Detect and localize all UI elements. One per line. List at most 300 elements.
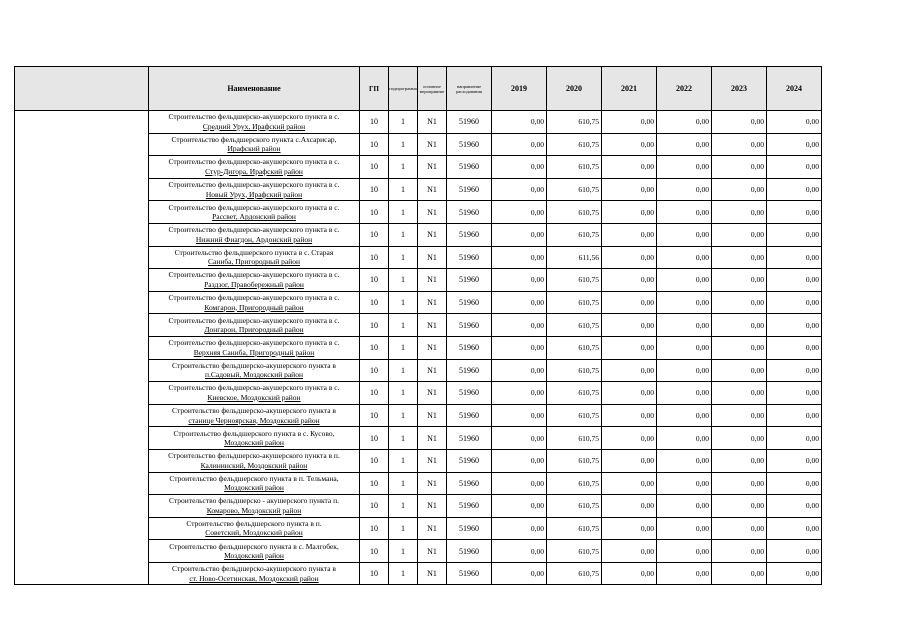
row-name-line-1: Строительство фельдшерского пункта с.Ахсарисар,	[171, 134, 337, 144]
row-basis: N1	[418, 223, 447, 246]
row-year-value: 0,00	[767, 495, 822, 518]
row-name-line-1: Строительство фельдшерско-акушерского пункта в с.	[168, 383, 340, 393]
row-name-line-2: Саниба, Пригородный район	[208, 257, 300, 267]
row-gp: 10	[360, 359, 389, 382]
row-year-value: 0,00	[492, 314, 547, 337]
row-year-value: 0,00	[712, 540, 767, 563]
row-name-line-1: Строительство фельдшерско-акушерского пункта в	[172, 360, 336, 370]
table-row	[15, 540, 822, 563]
row-direction: 51960	[447, 427, 492, 450]
row-basis: N1	[418, 427, 447, 450]
row-year-value: 0,00	[602, 111, 657, 134]
table-row	[15, 246, 822, 269]
row-year-value: 0,00	[492, 201, 547, 224]
row-year-value: 0,00	[657, 269, 712, 292]
row-basis: N1	[418, 111, 447, 134]
row-name-line-2: Киевское, Моздокский район	[207, 392, 301, 402]
row-direction: 51960	[447, 246, 492, 269]
row-blank-cell	[15, 314, 149, 337]
row-direction: 51960	[447, 449, 492, 472]
header-basis: основное мероприятие	[418, 67, 447, 111]
row-gp: 10	[360, 540, 389, 563]
table-row	[15, 404, 822, 427]
row-basis: N1	[418, 291, 447, 314]
row-subprogram: 1	[389, 178, 418, 201]
row-blank-cell	[15, 449, 149, 472]
row-subprogram: 1	[389, 133, 418, 156]
row-year-value: 0,00	[492, 111, 547, 134]
row-gp: 10	[360, 404, 389, 427]
row-year-value: 610,75	[547, 336, 602, 359]
row-year-value: 0,00	[767, 404, 822, 427]
row-year-value: 610,75	[547, 156, 602, 179]
row-name-cell	[149, 404, 360, 427]
row-name-cell	[149, 269, 360, 292]
row-year-value: 0,00	[767, 427, 822, 450]
table-row	[15, 427, 822, 450]
row-year-value: 0,00	[602, 449, 657, 472]
row-subprogram: 1	[389, 404, 418, 427]
row-name-line-1: Строительство фельдшерско-акушерского пункта в с.	[168, 315, 340, 325]
row-year-value: 0,00	[712, 517, 767, 540]
row-year-value: 611,56	[547, 246, 602, 269]
table-row	[15, 472, 822, 495]
row-name-cell	[149, 359, 360, 382]
table-row	[15, 156, 822, 179]
row-year-value: 0,00	[492, 359, 547, 382]
row-year-value: 0,00	[657, 495, 712, 518]
row-year-value: 610,75	[547, 540, 602, 563]
row-year-value: 0,00	[492, 404, 547, 427]
row-name-line-1: Строительство фельдшерско-акушерского пункта в	[172, 564, 336, 574]
header-year: 2022	[657, 67, 712, 111]
row-year-value: 0,00	[492, 133, 547, 156]
row-name-line-1: Строительство фельдшерского пункта в с. Кусово,	[173, 428, 335, 438]
row-name-line-1: Строительство фельдшерско-акушерского пункта в с.	[168, 270, 340, 280]
row-blank-cell	[15, 133, 149, 156]
row-year-value: 0,00	[712, 133, 767, 156]
row-subprogram: 1	[389, 427, 418, 450]
row-basis: N1	[418, 404, 447, 427]
row-direction: 51960	[447, 269, 492, 292]
row-blank-cell	[15, 472, 149, 495]
row-blank-cell	[15, 427, 149, 450]
row-year-value: 0,00	[767, 111, 822, 134]
row-name-cell	[149, 427, 360, 450]
table-row	[15, 359, 822, 382]
row-year-value: 0,00	[712, 359, 767, 382]
row-year-value: 0,00	[767, 449, 822, 472]
row-basis: N1	[418, 472, 447, 495]
row-year-value: 0,00	[657, 562, 712, 585]
row-year-value: 610,75	[547, 269, 602, 292]
table-row	[15, 133, 822, 156]
row-year-value: 0,00	[712, 427, 767, 450]
row-year-value: 0,00	[767, 246, 822, 269]
row-year-value: 610,75	[547, 314, 602, 337]
budget-table-sheet	[14, 66, 822, 585]
row-year-value: 0,00	[712, 156, 767, 179]
row-name-line-1: Строительство фельдшерско-акушерского пункта в с.	[168, 202, 340, 212]
row-basis: N1	[418, 359, 447, 382]
row-subprogram: 1	[389, 156, 418, 179]
row-name-cell	[149, 495, 360, 518]
row-subprogram: 1	[389, 449, 418, 472]
table-row	[15, 111, 822, 134]
header-year: 2019	[492, 67, 547, 111]
row-gp: 10	[360, 111, 389, 134]
row-year-value: 0,00	[492, 223, 547, 246]
header-blank-cell	[15, 67, 149, 111]
row-year-value: 0,00	[657, 427, 712, 450]
row-year-value: 0,00	[602, 404, 657, 427]
row-name-cell	[149, 201, 360, 224]
row-year-value: 0,00	[712, 111, 767, 134]
row-direction: 51960	[447, 156, 492, 179]
row-year-value: 610,75	[547, 359, 602, 382]
row-name-line-2: Стур-Дигора, Ирафский район	[205, 166, 303, 176]
row-basis: N1	[418, 156, 447, 179]
table-row	[15, 562, 822, 585]
row-gp: 10	[360, 427, 389, 450]
row-name-line-1: Строительство фельдшерского пункта в п.	[186, 518, 322, 528]
row-year-value: 0,00	[602, 336, 657, 359]
row-name-cell	[149, 540, 360, 563]
row-basis: N1	[418, 178, 447, 201]
row-year-value: 610,75	[547, 449, 602, 472]
row-year-value: 610,75	[547, 382, 602, 405]
table-row	[15, 336, 822, 359]
table-row	[15, 269, 822, 292]
row-year-value: 0,00	[492, 291, 547, 314]
row-year-value: 0,00	[712, 178, 767, 201]
header-row	[15, 67, 822, 111]
row-basis: N1	[418, 382, 447, 405]
row-year-value: 0,00	[657, 472, 712, 495]
row-blank-cell	[15, 156, 149, 179]
row-direction: 51960	[447, 404, 492, 427]
row-year-value: 610,75	[547, 495, 602, 518]
row-year-value: 0,00	[492, 156, 547, 179]
row-year-value: 0,00	[767, 472, 822, 495]
row-year-value: 0,00	[767, 291, 822, 314]
row-name-cell	[149, 472, 360, 495]
row-name-line-2: Комарово, Моздокский район	[206, 505, 302, 515]
row-name-cell	[149, 562, 360, 585]
row-year-value: 0,00	[602, 223, 657, 246]
row-year-value: 0,00	[767, 562, 822, 585]
row-name-line-2: Ирафский район	[227, 144, 281, 154]
table-row	[15, 178, 822, 201]
header-name: Наименование	[149, 67, 360, 111]
row-direction: 51960	[447, 314, 492, 337]
row-year-value: 0,00	[602, 359, 657, 382]
row-year-value: 0,00	[657, 201, 712, 224]
row-name-line-1: Строительство фельдшерского пункта в с. Старая	[174, 247, 334, 257]
row-year-value: 0,00	[767, 336, 822, 359]
row-year-value: 0,00	[712, 246, 767, 269]
row-year-value: 0,00	[492, 269, 547, 292]
row-basis: N1	[418, 562, 447, 585]
row-year-value: 0,00	[492, 336, 547, 359]
row-subprogram: 1	[389, 246, 418, 269]
row-year-value: 0,00	[602, 201, 657, 224]
row-year-value: 0,00	[767, 517, 822, 540]
row-name-line-2: Раздзог, Правобережный район	[204, 279, 304, 289]
row-direction: 51960	[447, 495, 492, 518]
row-year-value: 0,00	[492, 540, 547, 563]
row-name-cell	[149, 133, 360, 156]
row-gp: 10	[360, 495, 389, 518]
row-direction: 51960	[447, 201, 492, 224]
row-name-line-2: Советский, Моздокский район	[205, 528, 303, 538]
row-year-value: 0,00	[657, 336, 712, 359]
row-year-value: 0,00	[657, 382, 712, 405]
row-name-line-1: Строительство фельдшерско-акушерского пункта в с.	[168, 293, 340, 303]
row-name-line-2: ст. Ново-Осетинская, Моздокский район	[189, 573, 319, 583]
row-year-value: 0,00	[657, 404, 712, 427]
row-year-value: 0,00	[712, 472, 767, 495]
row-blank-cell	[15, 382, 149, 405]
row-gp: 10	[360, 201, 389, 224]
row-subprogram: 1	[389, 291, 418, 314]
row-name-cell	[149, 246, 360, 269]
row-name-line-2: Нижний Фиагдон, Ардонский район	[195, 234, 313, 244]
row-year-value: 0,00	[657, 156, 712, 179]
row-year-value: 0,00	[602, 133, 657, 156]
row-subprogram: 1	[389, 314, 418, 337]
row-name-line-2: Донгарон, Пригородный район	[204, 325, 304, 335]
table-row	[15, 449, 822, 472]
row-year-value: 0,00	[657, 540, 712, 563]
row-gp: 10	[360, 336, 389, 359]
row-year-value: 610,75	[547, 223, 602, 246]
row-blank-cell	[15, 517, 149, 540]
row-year-value: 610,75	[547, 178, 602, 201]
row-year-value: 0,00	[602, 291, 657, 314]
row-name-line-1: Строительство фельдшерско-акушерского пункта в с.	[168, 225, 340, 235]
row-gp: 10	[360, 382, 389, 405]
row-year-value: 0,00	[602, 178, 657, 201]
row-year-value: 0,00	[712, 382, 767, 405]
row-year-value: 0,00	[767, 223, 822, 246]
row-year-value: 0,00	[657, 449, 712, 472]
row-year-value: 610,75	[547, 201, 602, 224]
row-name-cell	[149, 517, 360, 540]
row-name-line-1: Строительство фельдшерского пункта в с. Малгобек,	[169, 541, 339, 551]
row-year-value: 0,00	[657, 314, 712, 337]
row-gp: 10	[360, 156, 389, 179]
row-year-value: 0,00	[712, 291, 767, 314]
row-gp: 10	[360, 178, 389, 201]
row-year-value: 0,00	[602, 246, 657, 269]
row-subprogram: 1	[389, 382, 418, 405]
row-year-value: 0,00	[602, 495, 657, 518]
row-year-value: 0,00	[602, 314, 657, 337]
row-basis: N1	[418, 336, 447, 359]
row-basis: N1	[418, 246, 447, 269]
budget-table	[14, 66, 822, 585]
row-year-value: 0,00	[492, 382, 547, 405]
row-name-line-2: Рассвет, Ардонский район	[212, 212, 296, 222]
row-year-value: 0,00	[712, 336, 767, 359]
row-name-line-2: Моздокский район	[224, 438, 284, 448]
row-subprogram: 1	[389, 336, 418, 359]
row-gp: 10	[360, 517, 389, 540]
row-year-value: 0,00	[657, 178, 712, 201]
row-gp: 10	[360, 314, 389, 337]
row-year-value: 0,00	[657, 246, 712, 269]
row-blank-cell	[15, 562, 149, 585]
row-basis: N1	[418, 201, 447, 224]
row-year-value: 0,00	[712, 449, 767, 472]
row-year-value: 0,00	[767, 359, 822, 382]
row-subprogram: 1	[389, 517, 418, 540]
row-year-value: 0,00	[492, 427, 547, 450]
row-gp: 10	[360, 291, 389, 314]
row-name-line-1: Строительство фельдшерско-акушерского пункта в	[172, 406, 336, 416]
row-year-value: 0,00	[712, 562, 767, 585]
row-direction: 51960	[447, 336, 492, 359]
row-name-cell	[149, 449, 360, 472]
row-year-value: 0,00	[657, 291, 712, 314]
row-year-value: 0,00	[602, 382, 657, 405]
row-year-value: 0,00	[712, 201, 767, 224]
table-row	[15, 223, 822, 246]
row-year-value: 0,00	[712, 223, 767, 246]
row-name-cell	[149, 314, 360, 337]
row-year-value: 0,00	[657, 133, 712, 156]
row-year-value: 610,75	[547, 291, 602, 314]
header-year: 2021	[602, 67, 657, 111]
header-year: 2024	[767, 67, 822, 111]
row-year-value: 0,00	[767, 540, 822, 563]
row-year-value: 0,00	[602, 562, 657, 585]
row-name-cell	[149, 223, 360, 246]
table-body	[15, 111, 822, 585]
row-basis: N1	[418, 449, 447, 472]
row-year-value: 610,75	[547, 427, 602, 450]
row-name-cell	[149, 178, 360, 201]
row-name-line-2: станице Черноярская, Моздокский район	[188, 415, 320, 425]
row-direction: 51960	[447, 291, 492, 314]
row-name-line-1: Строительство фельдшерско-акушерского пункта в с.	[168, 112, 340, 122]
row-name-cell	[149, 382, 360, 405]
row-name-line-1: Строительство фельдшерско-акушерского пункта в п.	[168, 451, 340, 461]
row-basis: N1	[418, 495, 447, 518]
row-blank-cell	[15, 111, 149, 134]
row-basis: N1	[418, 517, 447, 540]
row-year-value: 0,00	[492, 246, 547, 269]
table-row	[15, 517, 822, 540]
row-name-cell	[149, 156, 360, 179]
row-blank-cell	[15, 495, 149, 518]
row-year-value: 0,00	[712, 404, 767, 427]
row-name-line-1: Строительство фельдшерско-акушерского пункта в с.	[168, 157, 340, 167]
row-gp: 10	[360, 246, 389, 269]
row-year-value: 0,00	[767, 178, 822, 201]
row-name-line-2: Комгарон, Пригородный район	[204, 302, 304, 312]
row-year-value: 610,75	[547, 133, 602, 156]
row-year-value: 0,00	[767, 314, 822, 337]
table-row	[15, 382, 822, 405]
row-direction: 51960	[447, 359, 492, 382]
row-name-line-2: Верхняя Саниба, Пригородный район	[193, 347, 315, 357]
table-row	[15, 201, 822, 224]
row-blank-cell	[15, 359, 149, 382]
row-subprogram: 1	[389, 111, 418, 134]
row-name-line-2: Моздокский район	[224, 483, 284, 493]
row-blank-cell	[15, 540, 149, 563]
row-year-value: 0,00	[712, 314, 767, 337]
row-name-line-2: Новый Урух, Ирафский район	[205, 189, 303, 199]
row-blank-cell	[15, 404, 149, 427]
row-direction: 51960	[447, 223, 492, 246]
row-year-value: 610,75	[547, 562, 602, 585]
header-year: 2020	[547, 67, 602, 111]
row-name-line-1: Строительство фельдшерско-акушерского пункта в с.	[168, 180, 340, 190]
row-direction: 51960	[447, 540, 492, 563]
row-year-value: 0,00	[602, 269, 657, 292]
table-row	[15, 495, 822, 518]
row-direction: 51960	[447, 133, 492, 156]
row-subprogram: 1	[389, 495, 418, 518]
row-blank-cell	[15, 291, 149, 314]
row-subprogram: 1	[389, 472, 418, 495]
row-year-value: 0,00	[767, 269, 822, 292]
row-subprogram: 1	[389, 223, 418, 246]
row-gp: 10	[360, 269, 389, 292]
row-year-value: 0,00	[657, 517, 712, 540]
row-gp: 10	[360, 449, 389, 472]
row-year-value: 0,00	[492, 178, 547, 201]
row-year-value: 0,00	[657, 111, 712, 134]
row-subprogram: 1	[389, 562, 418, 585]
row-direction: 51960	[447, 472, 492, 495]
row-name-line-1: Строительство фельдшерско-акушерского пункта в с.	[168, 338, 340, 348]
row-basis: N1	[418, 314, 447, 337]
row-year-value: 0,00	[712, 269, 767, 292]
row-subprogram: 1	[389, 540, 418, 563]
row-name-cell	[149, 336, 360, 359]
row-direction: 51960	[447, 111, 492, 134]
row-year-value: 0,00	[492, 562, 547, 585]
row-subprogram: 1	[389, 269, 418, 292]
row-name-line-2: п.Садовый, Моздокский район	[205, 370, 303, 380]
row-name-line-1: Строительство фельдшерского пункта в п. Тельмана,	[169, 473, 339, 483]
row-year-value: 0,00	[602, 472, 657, 495]
row-year-value: 610,75	[547, 472, 602, 495]
row-year-value: 0,00	[492, 472, 547, 495]
row-direction: 51960	[447, 517, 492, 540]
row-year-value: 0,00	[602, 540, 657, 563]
row-gp: 10	[360, 562, 389, 585]
row-blank-cell	[15, 178, 149, 201]
row-basis: N1	[418, 540, 447, 563]
row-year-value: 0,00	[492, 495, 547, 518]
header-direction: направление расходования	[447, 67, 492, 111]
row-year-value: 0,00	[492, 449, 547, 472]
row-blank-cell	[15, 223, 149, 246]
row-year-value: 610,75	[547, 404, 602, 427]
row-basis: N1	[418, 269, 447, 292]
row-year-value: 0,00	[712, 495, 767, 518]
table-row	[15, 314, 822, 337]
row-name-cell	[149, 291, 360, 314]
table-row	[15, 291, 822, 314]
header-year: 2023	[712, 67, 767, 111]
row-name-line-2: Калининский, Моздокский район	[200, 460, 308, 470]
